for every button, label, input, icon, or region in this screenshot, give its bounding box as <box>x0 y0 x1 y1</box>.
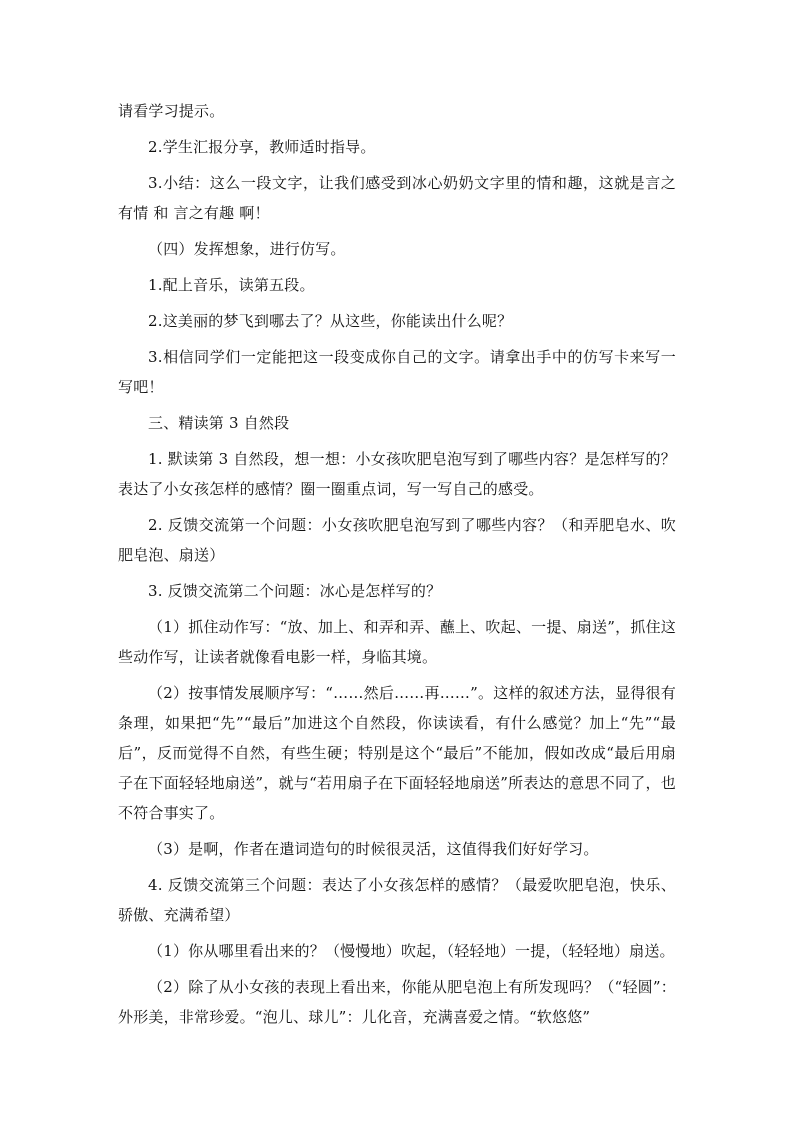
section-heading: （四）发挥想象，进行仿写。 <box>148 240 346 258</box>
paragraph: （2）按事情发展顺序写：“……然后……再……”。这样的叙述方法，显得很有条理，如果把“先”“最后”加进这个自然段，你读读看，有什么感觉？加上“先”“最后”，反而觉得不自然，有些生硬；特别是这个“最后”不能加，假如改成“最后用扇子在下面轻轻地扇送”，就与“若用扇子在下面轻轻地扇送”所表达的意思不同了，也不符合事实了。 <box>118 684 676 822</box>
paragraph: 2. 反馈交流第一个问题：小女孩吹肥皂泡写到了哪些内容？（和弄肥皂水、吹肥皂泡、扇送） <box>118 516 676 564</box>
paragraph: 1. 默读第 3 自然段，想一想：小女孩吹肥皂泡写到了哪些内容？是怎样写的？表达了小女孩怎样的感情？圈一圈重点词，写一写自己的感受。 <box>118 450 676 498</box>
paragraph: （1）抓住动作写：“放、加上、和弄和弄、蘸上、吹起、一提、扇送”，抓住这些动作写，让读者就像看电影一样，身临其境。 <box>118 618 676 666</box>
document-body <box>118 96 676 1038</box>
paragraph: 2.这美丽的梦飞到哪去了？从这些，你能读出什么呢？ <box>148 312 513 330</box>
paragraph: 1.配上音乐，读第五段。 <box>148 276 315 294</box>
paragraph: 3.小结：这么一段文字，让我们感受到冰心奶奶文字里的情和趣，这就是言之有情 和 言之有趣 啊！ <box>118 174 676 222</box>
paragraph: 请看学习提示。 <box>118 102 225 120</box>
paragraph: 3. 反馈交流第二个问题：冰心是怎样写的？ <box>148 582 442 600</box>
paragraph: 3.相信同学们一定能把这一段变成你自己的文字。请拿出手中的仿写卡来写一写吧！ <box>118 348 676 396</box>
paragraph: （2）除了从小女孩的表现上看出来，你能从肥皂泡上有所发现吗？（“轻圆”：外形美，非常珍爱。“泡儿、球儿”：儿化音，充满喜爱之情。“软悠悠” <box>118 978 676 1026</box>
paragraph: 4. 反馈交流第三个问题：表达了小女孩怎样的感情？（最爱吹肥皂泡，快乐、骄傲、充满希望） <box>118 876 676 924</box>
paragraph: 2.学生汇报分享，教师适时指导。 <box>148 138 376 156</box>
paragraph: （1）你从哪里看出来的？（慢慢地）吹起，（轻轻地）一提，（轻轻地）扇送。 <box>148 942 675 960</box>
section-heading: 三、精读第 3 自然段 <box>148 414 290 432</box>
paragraph: （3）是啊，作者在遣词造句的时候很灵活，这值得我们好好学习。 <box>148 840 599 858</box>
